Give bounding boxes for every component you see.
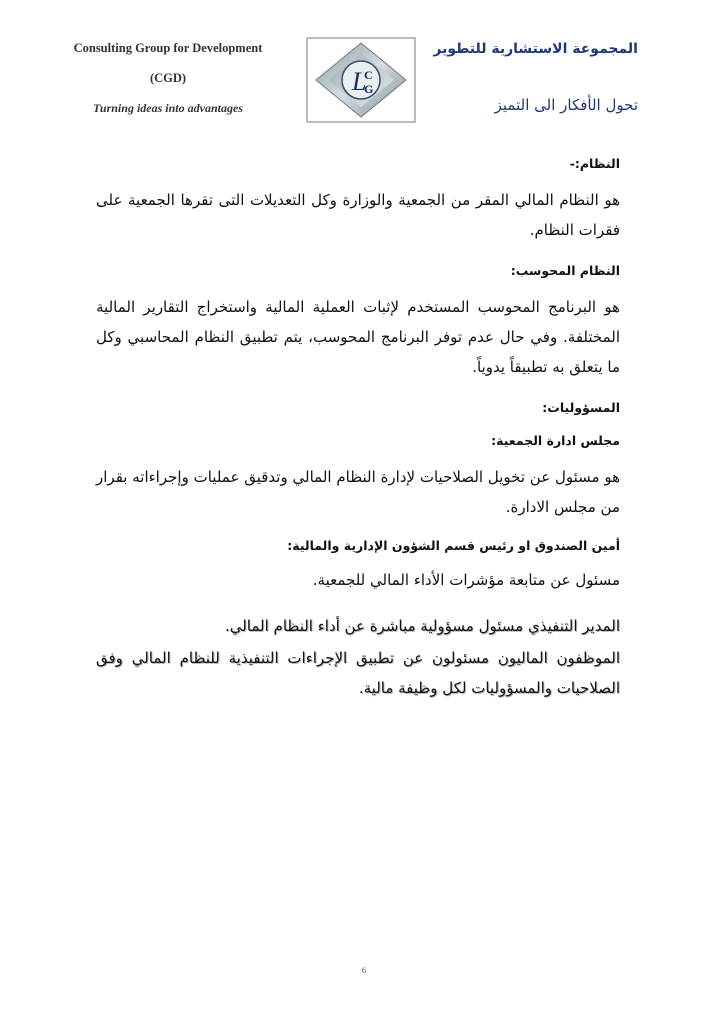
org-name-english: Consulting Group for Development xyxy=(73,41,263,55)
heading-system: النظام:- xyxy=(569,156,620,171)
paragraph-director: المدير التنفيذي مسئول مسؤولية مباشرة عن أداء النظام المالي. xyxy=(224,617,620,635)
paragraph-treasurer: مسئول عن متابعة مؤشرات الأداء المالي للجمعية. xyxy=(312,571,620,589)
document-body xyxy=(96,150,620,703)
heading-treasurer: أمين الصندوق او رئيس قسم الشؤون الإدارية والمالية: xyxy=(287,538,620,553)
logo-letter-g: G xyxy=(364,82,374,96)
logo-letter-l: L xyxy=(352,67,367,96)
slogan-english: Turning ideas into advantages xyxy=(93,101,243,115)
slogan-arabic: تحول الأفكار الى التميز xyxy=(494,96,638,114)
cgd-logo xyxy=(306,37,416,123)
paragraph-staff: الموظفون الماليون مسئولون عن تطبيق الإجراءات التنفيذية للنظام المالي وفق الصلاحيات والمسؤوليات لكل وظيفة مالية. xyxy=(96,649,620,697)
paragraph-board: هو مسئول عن تخويل الصلاحيات لإدارة النظام المالي وتدقيق عمليات وإجراءاته بقرار من مجلس الادارة. xyxy=(96,468,620,516)
logo-letter-c: C xyxy=(364,68,373,82)
org-abbreviation: (CGD) xyxy=(149,71,187,85)
page-number: 6 xyxy=(362,966,366,975)
heading-board: مجلس ادارة الجمعية: xyxy=(491,433,620,448)
org-name-arabic: المجموعة الاستشارية للتطوير xyxy=(433,41,638,57)
header-arabic xyxy=(418,38,638,116)
paragraph-computerized-system: هو البرنامج المحوسب المستخدم لإثبات العملية المالية واستخراج التقارير المالية المختلفة. وفي حال عدم توفر البرنامج المحوسب، يتم تطبيق النظام المحاسبي وكل ما يتعلق به تطبيقاً يدوياً. xyxy=(96,298,620,376)
heading-computerized-system: النظام المحوسب: xyxy=(510,263,620,278)
header-english xyxy=(52,40,284,116)
paragraph-system: هو النظام المالي المقر من الجمعية والوزارة وكل التعديلات التى تقرها الجمعية على فقرات النظام. xyxy=(96,191,620,239)
heading-responsibilities: المسؤوليات: xyxy=(542,400,620,415)
